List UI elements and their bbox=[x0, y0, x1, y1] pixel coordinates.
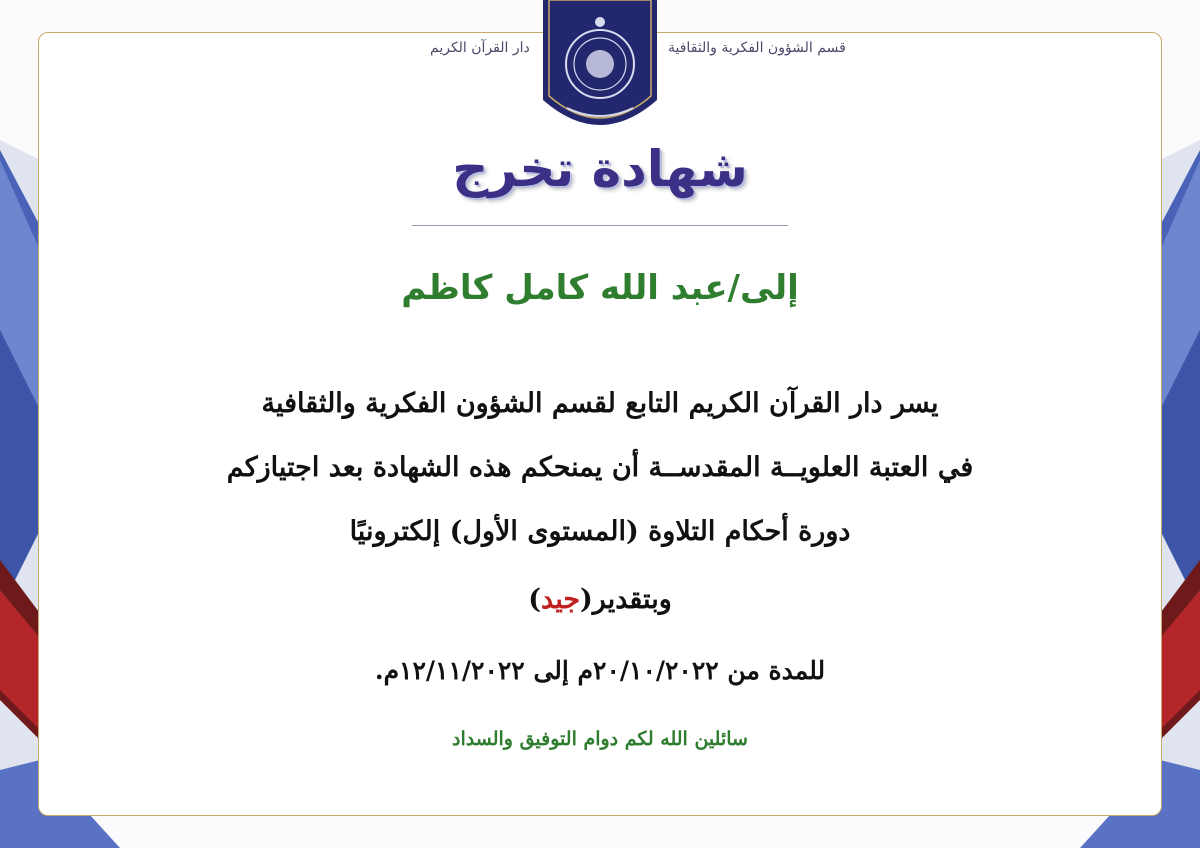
body-line-2: في العتبة العلويــة المقدســة أن يمنحكم هذه الشهادة بعد اجتيازكم bbox=[226, 452, 974, 483]
header-left-text: دار القرآن الكريم bbox=[430, 40, 530, 56]
certificate-title: شهادة تخرج bbox=[452, 140, 748, 198]
closing-line: سائلين الله لكم دوام التوفيق والسداد bbox=[452, 728, 748, 750]
shrine-seal-icon bbox=[537, 0, 663, 136]
recipient-name: إلى/عبد الله كامل كاظم bbox=[401, 268, 799, 308]
body-line-1: يسر دار القرآن الكريم التابع لقسم الشؤون الفكرية والثقافية bbox=[261, 388, 939, 419]
grade-prefix: وبتقدير( bbox=[580, 584, 672, 615]
header-right-text: قسم الشؤون الفكرية والثقافية bbox=[668, 40, 846, 56]
grade-line bbox=[0, 584, 1200, 615]
grade-value: جيد bbox=[541, 584, 581, 615]
period-line: للمدة من ٢٠/١٠/٢٠٢٢م إلى ١٢/١١/٢٠٢٢م. bbox=[374, 656, 826, 685]
grade-suffix: ) bbox=[528, 584, 542, 615]
body-line-3: دورة أحكام التلاوة (المستوى الأول) إلكترونيًا bbox=[349, 516, 851, 547]
title-divider bbox=[412, 225, 788, 226]
